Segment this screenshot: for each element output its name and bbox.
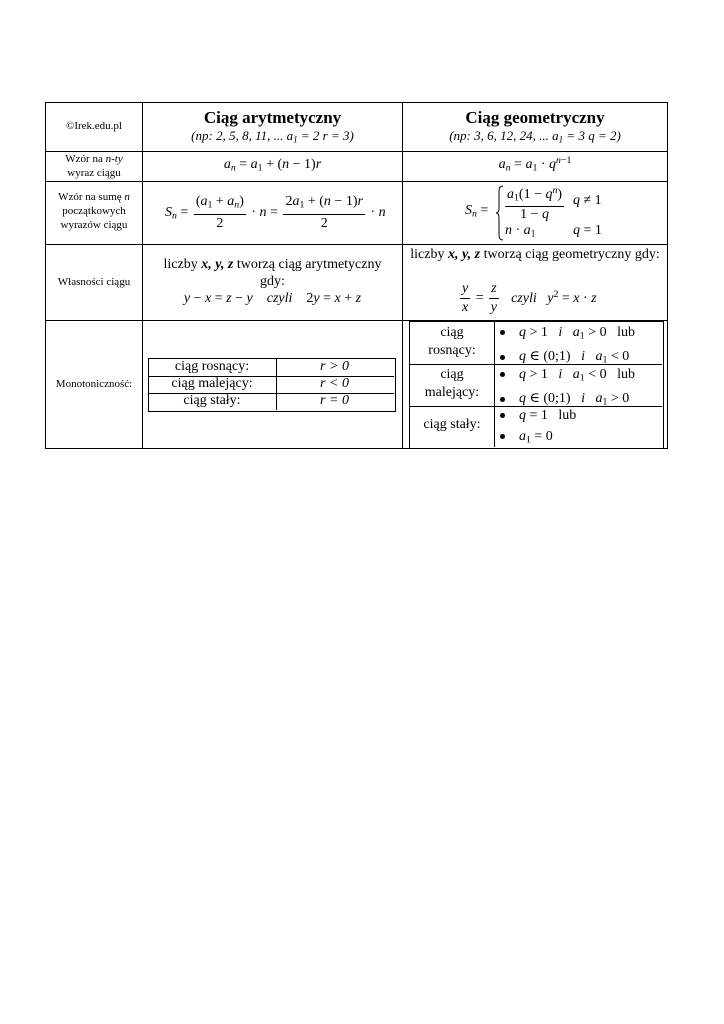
arith-nth-term-formula: $a_n = a_1 + (n - 1)r$ bbox=[223, 157, 322, 174]
geom-nth-term-formula: $a_n = a_1 \cdot q^{n-1}$ bbox=[498, 155, 572, 174]
arith-properties-formula: y − x = z − y czyli 2y = x + z bbox=[183, 291, 362, 306]
geom-properties-formula: $\frac{y}{x}$ = $\frac{z}{y}$ czyli $y^2 = x \cdot z$ bbox=[462, 281, 597, 315]
arith-monotonic-row bbox=[149, 358, 275, 409]
bullet-icon bbox=[500, 372, 505, 377]
geom-title: Ciąg geometryczny bbox=[465, 108, 605, 127]
arith-constant-cond: r = 0 bbox=[320, 393, 349, 408]
table-col-divider-1 bbox=[142, 102, 143, 449]
arith-rising-label: ciąg rosnący: bbox=[174, 359, 250, 374]
arith-header bbox=[143, 108, 402, 147]
arith-falling-label: ciąg malejący: bbox=[171, 376, 253, 391]
geom-sum-brace bbox=[495, 185, 505, 241]
geom-constant-label: ciąg stały: bbox=[423, 417, 481, 432]
geom-example: (np: 3, 6, 12, 24, ... $a_1 = 3$ q = 2) bbox=[449, 128, 621, 145]
arith-sum-formula: $S_n$ = $\frac{(a_1 + a_n)}{2}$ · n = $\frac{2a_1 + (n - 1)r}{2}$ · n bbox=[165, 194, 386, 232]
table-border-top bbox=[45, 102, 668, 103]
bullet-icon bbox=[500, 355, 505, 360]
bullet-icon bbox=[500, 434, 505, 439]
bullet-icon bbox=[500, 413, 505, 418]
geom-falling-conditions: q > 1 i $a_1 < 0$ lub q ∈ (0;1) i $a_1 > 0$ bbox=[500, 364, 660, 413]
arith-properties: liczby x, y, z tworzą ciąg arytmetyczny gdy: bbox=[163, 257, 382, 289]
bullet-icon bbox=[500, 330, 505, 335]
table-border-right bbox=[667, 102, 668, 449]
arith-title: Ciąg arytmetyczny bbox=[203, 108, 342, 127]
geom-sum-formula: $S_n$ = $\frac{a_1(1 - q^n)}{1 - q}$ q ≠ 1 $n \cdot a_1$ q = 1 bbox=[465, 185, 602, 240]
arith-constant-label: ciąg stały: bbox=[183, 393, 241, 408]
geom-properties: liczby x, y, z tworzą ciąg geometryczny gdy: bbox=[410, 247, 660, 262]
geom-header bbox=[403, 108, 667, 147]
sum-label: Wzór na sumę n początkowych wyrazów ciągu bbox=[58, 191, 130, 231]
table-rule-3 bbox=[45, 244, 668, 245]
geom-rising-conditions: q > 1 i $a_1 > 0$ lub q ∈ (0;1) i $a_1 < 0$ bbox=[500, 322, 660, 371]
site-label: ©Irek.edu.pl bbox=[65, 120, 122, 132]
monotonic-label: Monotoniczność: bbox=[55, 378, 133, 390]
arith-rising-cond: r > 0 bbox=[320, 359, 349, 374]
arith-example: (np: 2, 5, 8, 11, ... $a_1 = 2$ r = 3) bbox=[191, 128, 354, 145]
arith-falling-cond: r < 0 bbox=[320, 376, 349, 391]
table-rule-2 bbox=[45, 181, 668, 182]
bullet-icon bbox=[500, 397, 505, 402]
geom-constant-conditions: q = 1 lub $a_1 = 0$ bbox=[500, 405, 660, 450]
properties-label: Własności ciągu bbox=[57, 276, 131, 288]
nth-term-label: Wzór na n-ty wyraz ciągu bbox=[65, 153, 123, 179]
arith-monotonic-conditions bbox=[276, 358, 393, 409]
geom-rising-label: ciąg rosnący: bbox=[428, 325, 476, 358]
geom-falling-label: ciąg malejący: bbox=[424, 367, 480, 400]
